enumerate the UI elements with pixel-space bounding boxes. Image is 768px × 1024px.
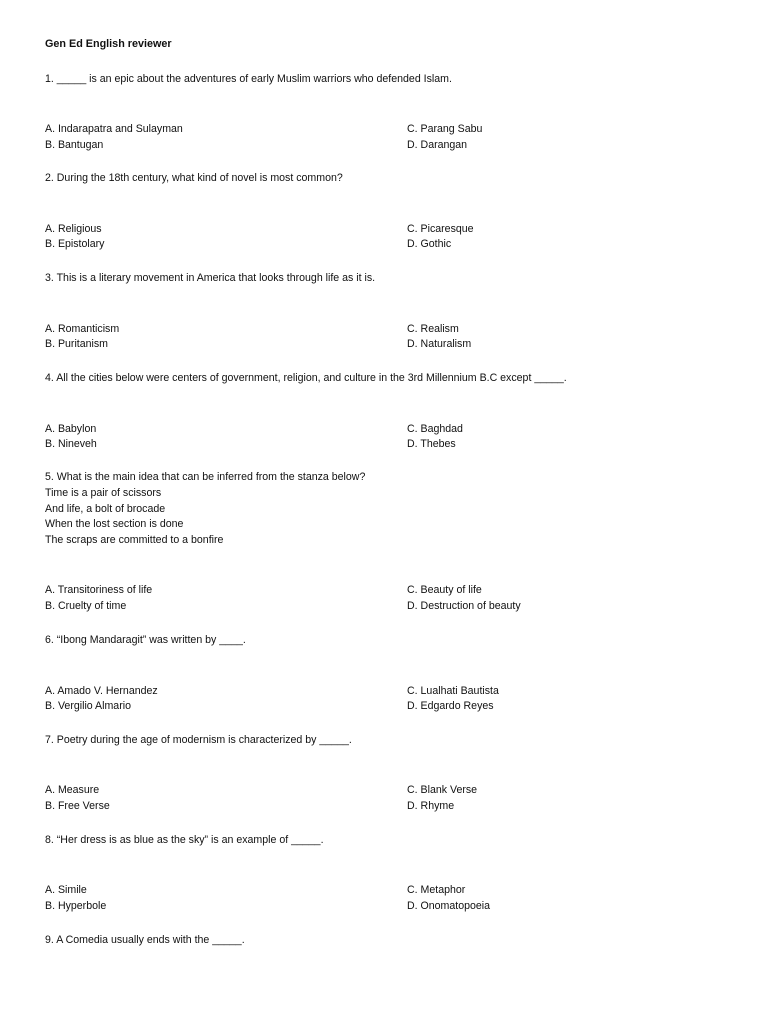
q5-option-d: D. Destruction of beauty [407,600,521,612]
q3-option-d: D. Naturalism [407,338,472,350]
q8-option-c: C. Metaphor [407,884,466,896]
question-3: 3. This is a literary movement in America that looks through life as it is. [45,272,376,284]
q7-option-a: A. Measure [45,784,100,796]
question-8: 8. “Her dress is as blue as the sky” is an example of _____. [45,834,324,846]
q1-option-a: A. Indarapatra and Sulayman [45,123,183,135]
q5-option-c: C. Beauty of life [407,584,482,596]
q7-option-d: D. Rhyme [407,800,455,812]
q3-option-a: A. Romanticism [45,323,120,335]
question-1: 1. _____ is an epic about the adventures of early Muslim warriors who defended Islam. [45,73,452,85]
question-9: 9. A Comedia usually ends with the _____. [45,934,245,946]
q5-option-a: A. Transitoriness of life [45,584,153,596]
q4-option-c: C. Baghdad [407,423,463,435]
q2-option-b: B. Epistolary [45,238,105,250]
q1-option-b: B. Bantugan [45,139,104,151]
stanza-line-3: When the lost section is done [45,518,184,530]
stanza-line-2: And life, a bolt of brocade [45,503,166,515]
q4-option-b: B. Nineveh [45,438,97,450]
question-5: 5. What is the main idea that can be inferred from the stanza below? [45,471,366,483]
q6-option-d: D. Edgardo Reyes [407,700,494,712]
q4-option-d: D. Thebes [407,438,456,450]
q6-option-b: B. Vergilio Almario [45,700,131,712]
document-title: Gen Ed English reviewer [45,38,172,50]
q7-option-c: C. Blank Verse [407,784,478,796]
q4-option-a: A. Babylon [45,423,97,435]
stanza-line-4: The scraps are committed to a bonfire [45,534,224,546]
q8-option-d: D. Onomatopoeia [407,900,491,912]
q7-option-b: B. Free Verse [45,800,110,812]
question-4: 4. All the cities below were centers of government, religion, and culture in the 3rd Millennium B.C except _____. [45,372,567,384]
stanza-line-1: Time is a pair of scissors [45,487,162,499]
q3-option-b: B. Puritanism [45,338,108,350]
q6-option-c: C. Lualhati Bautista [407,685,499,697]
q8-option-a: A. Simile [45,884,87,896]
q2-option-d: D. Gothic [407,238,452,250]
q8-option-b: B. Hyperbole [45,900,107,912]
question-6: 6. “Ibong Mandaragit” was written by ____. [45,634,246,646]
question-7: 7. Poetry during the age of modernism is characterized by _____. [45,734,352,746]
q1-option-d: D. Darangan [407,139,468,151]
q5-option-b: B. Cruelty of time [45,600,127,612]
question-2: 2. During the 18th century, what kind of novel is most common? [45,172,343,184]
q1-option-c: C. Parang Sabu [407,123,483,135]
q2-option-c: C. Picaresque [407,223,474,235]
q2-option-a: A. Religious [45,223,102,235]
q3-option-c: C. Realism [407,323,459,335]
q6-option-a: A. Amado V. Hernandez [45,685,158,697]
